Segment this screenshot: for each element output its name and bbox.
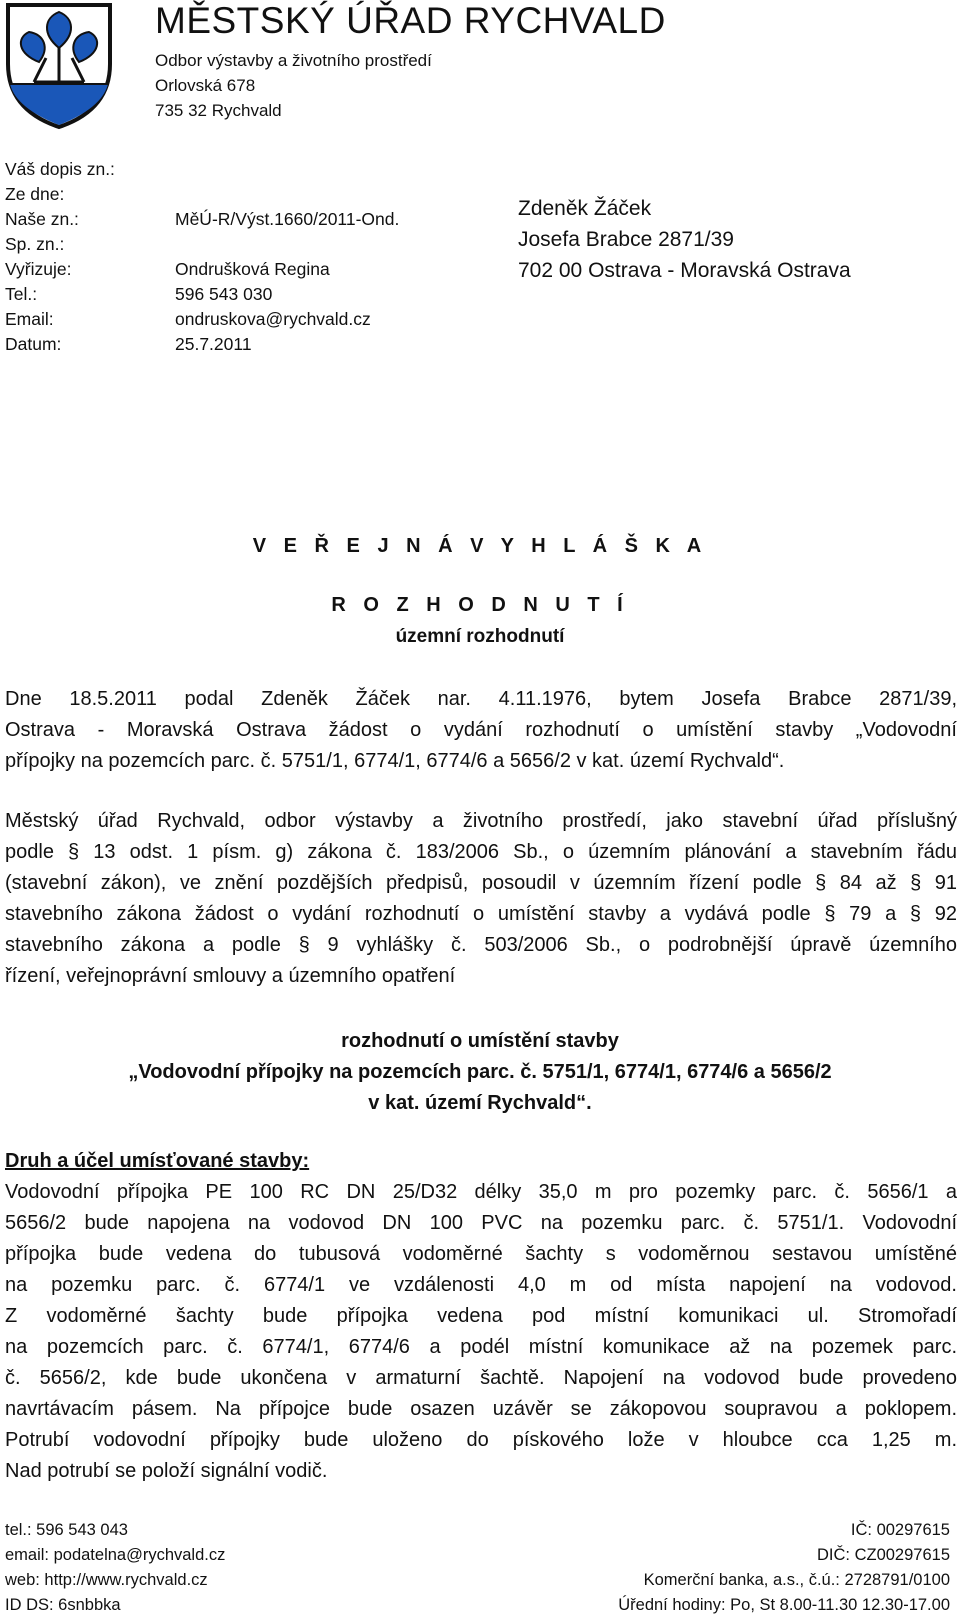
meta-value-date: 25.7.2011 [175,334,252,354]
meta-label-file-ref: Sp. zn.: [5,234,65,254]
para-line: na pozemcích parc. č. 6774/1, 6774/6 a podél místní komunikace až na pozemek parc. [5,1336,957,1358]
para-line: Městský úřad Rychvald, odbor výstavby a životního prostředí, jako stavební úřad příslušný [5,810,957,832]
town-crest-logo [4,2,114,130]
notice-subtitle: R O Z H O D N U T Í [331,594,629,616]
para-line: (stavební zákon), ve znění pozdějších předpisů, posoudil v územním řízení podle § 84 až § 91 [5,872,957,894]
para-line: 5656/2 bude napojena na vodovod DN 100 PVC na pozemku parc. č. 5751/1. Vodovodní [5,1212,957,1234]
para-line: Potrubí vodovodní přípojky bude uloženo do pískového lože v hloubce cca 1,25 m. [5,1429,957,1451]
meta-label-phone: Tel.: [5,284,38,304]
footer-web: web: http://www.rychvald.cz [5,1571,208,1589]
para-line: navrtávacím pásem. Na přípojce bude osazen uzávěr se zákopovou soupravou a poklopem. [5,1398,957,1420]
notice-title: V E Ř E J N Á V Y H L Á Š K A [252,535,708,557]
office-street: Orlovská 678 [155,76,256,95]
application-paragraph [5,684,957,777]
footer-office-hours: Úřední hodiny: Po, St 8.00-11.30 12.30-17.00 [618,1596,950,1614]
recipient-city: 702 00 Ostrava - Moravská Ostrava [518,259,851,282]
office-city: 735 32 Rychvald [155,101,282,120]
meta-label-your-letter: Váš dopis zn.: [5,159,115,179]
para-line: podle § 13 odst. 1 písm. g) zákona č. 183/2006 Sb., o územním plánování a stavebním řádu [5,841,957,863]
footer-bank: Komerční banka, a.s., č.ú.: 2728791/0100 [643,1571,950,1589]
meta-label-email: Email: [5,309,54,329]
para-line: Nad potrubí se položí signální vodič. [5,1460,328,1482]
para-line: Vodovodní přípojka PE 100 RC DN 25/D32 délky 35,0 m pro pozemky parc. č. 5656/1 a [5,1181,957,1203]
decision-line: „Vodovodní přípojky na pozemcích parc. č. 5751/1, 6774/1, 6774/6 a 5656/2 [128,1061,832,1083]
notice-subtitle-2: územní rozhodnutí [395,626,565,647]
para-line: na pozemku parc. č. 6774/1 ve vzdálenosti 4,0 m od místa napojení na vodovod. [5,1274,957,1296]
para-line: stavebního zákona a podle § 9 vyhlášky č. 503/2006 Sb., o podrobnější úpravě územního [5,934,957,956]
decision-line: v kat. území Rychvald“. [368,1092,592,1114]
para-line: Ostrava - Moravská Ostrava žádost o vydání rozhodnutí o umístění stavby „Vodovodní [5,719,957,741]
footer-dic: DIČ: CZ00297615 [817,1546,950,1564]
para-line: stavebního zákona žádost o vydání rozhodnutí o umístění stavby a vydává podle § 79 a § 92 [5,903,957,925]
recipient-name: Zdeněk Žáček [518,197,652,220]
meta-value-handled-by: Ondrušková Regina [175,259,330,279]
office-department: Odbor výstavby a životního prostředí [155,51,432,70]
para-line: přípojka bude vedena do tubusová vodoměrné šachty s vodoměrnou sestavou umístěné [5,1243,957,1265]
footer-ico: IČ: 00297615 [850,1521,950,1539]
decision-line: rozhodnutí o umístění stavby [341,1030,619,1052]
para-line: č. 5656/2, kde bude ukončena v armaturní šachtě. Napojení na vodovod bude provedeno [5,1367,957,1389]
para-line: Dne 18.5.2011 podal Zdeněk Žáček nar. 4.11.1976, bytem Josefa Brabce 2871/39, [5,688,957,710]
footer-data-box: ID DS: 6snbbka [5,1596,121,1614]
meta-value-email: ondruskova@rychvald.cz [175,309,371,329]
office-title: MĚSTSKÝ ÚŘAD RYCHVALD [155,0,666,41]
recipient-street: Josefa Brabce 2871/39 [518,228,734,251]
para-line: Z vodoměrné šachty bude přípojka vedena pod místní komunikaci ul. Stromořadí [5,1305,957,1327]
meta-label-date-of: Ze dne: [5,184,65,204]
meta-value-our-ref: MěÚ-R/Výst.1660/2011-Ond. [175,209,400,229]
para-line: přípojky na pozemcích parc. č. 5751/1, 6774/1, 6774/6 a 5656/2 v kat. území Rychvald“. [5,750,785,772]
meta-label-our-ref: Naše zn.: [5,209,79,229]
meta-label-handled-by: Vyřizuje: [5,259,72,279]
meta-label-date: Datum: [5,334,62,354]
construction-description [5,1177,957,1487]
meta-value-phone: 596 543 030 [175,284,273,304]
authority-paragraph [5,806,957,992]
section-heading: Druh a účel umísťované stavby: [5,1150,310,1172]
footer-email: email: podatelna@rychvald.cz [5,1546,226,1564]
para-line: řízení, veřejnoprávní smlouvy a územního opatření [5,965,456,987]
footer-phone: tel.: 596 543 043 [5,1521,128,1539]
